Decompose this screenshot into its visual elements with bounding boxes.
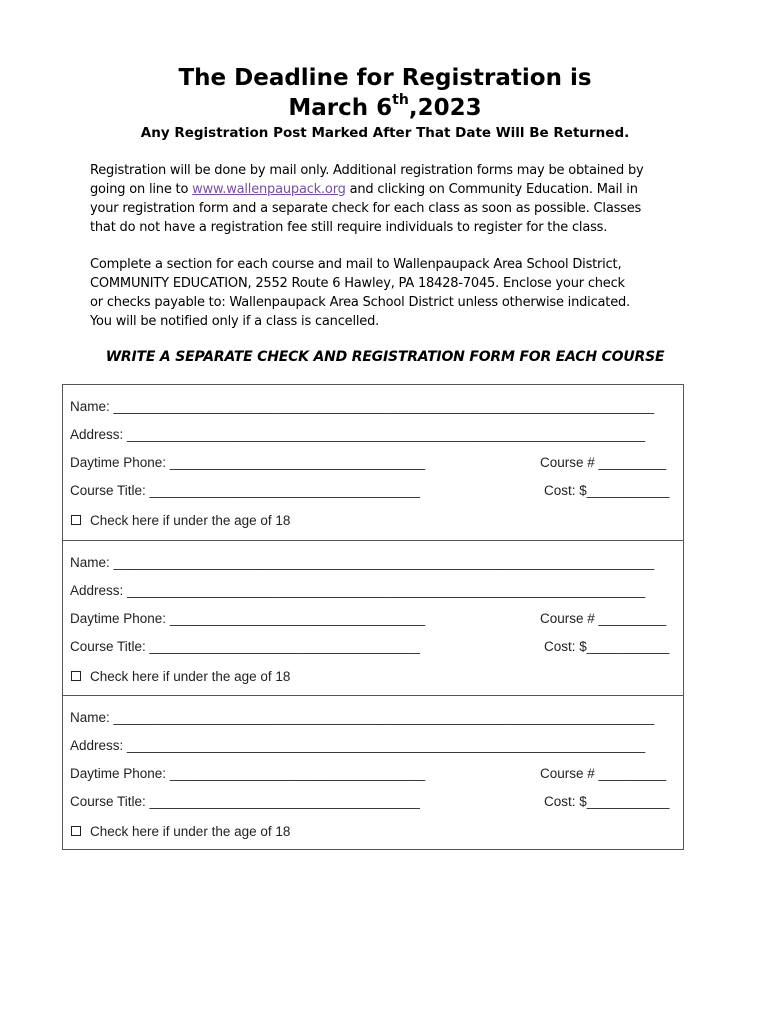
address-line: _____________________________________________________________________ bbox=[127, 738, 646, 753]
postmark-warning: Any Registration Post Marked After That Date Will Be Returned. bbox=[140, 125, 630, 141]
under-18-checkbox[interactable] bbox=[71, 671, 81, 681]
cost-field[interactable] bbox=[544, 793, 669, 811]
course-number-line: _________ bbox=[598, 611, 667, 626]
under-18-checkbox[interactable] bbox=[71, 515, 81, 525]
course-title-field[interactable] bbox=[70, 482, 420, 500]
daytime-phone-label: Daytime Phone: bbox=[70, 766, 170, 781]
course-number-line: _________ bbox=[598, 766, 667, 781]
course-number-label: Course # bbox=[540, 455, 599, 470]
instructions-line-4: that do not have a registration fee still require individuals to register for the class. bbox=[90, 220, 608, 235]
address-label: Address: bbox=[70, 738, 128, 753]
course-title-field[interactable] bbox=[70, 638, 420, 656]
deadline-title: The Deadline for Registration is bbox=[178, 65, 592, 91]
mailing-line-2: COMMUNITY EDUCATION, 2552 Route 6 Hawley, PA 18428-7045. Enclose your check bbox=[90, 276, 625, 291]
course-title-label: Course Title: bbox=[70, 794, 150, 809]
name-line: ________________________________________________________________________ bbox=[113, 710, 655, 725]
instructions-line-2 bbox=[90, 180, 690, 199]
under-18-checkbox[interactable] bbox=[71, 826, 81, 836]
cost-label: Cost: $ bbox=[544, 639, 587, 654]
mailing-paragraph bbox=[90, 255, 690, 331]
registration-form bbox=[62, 384, 684, 850]
deadline-date-main: March 6 bbox=[288, 95, 393, 121]
address-label: Address: bbox=[70, 427, 128, 442]
under-18-label: Check here if under the age of 18 bbox=[90, 669, 291, 684]
daytime-phone-field[interactable] bbox=[70, 454, 425, 472]
cost-field[interactable] bbox=[544, 482, 669, 500]
course-number-label: Course # bbox=[540, 766, 599, 781]
name-line: ________________________________________________________________________ bbox=[113, 399, 655, 414]
cost-line: ___________ bbox=[586, 794, 670, 809]
cost-label: Cost: $ bbox=[544, 794, 587, 809]
cost-label: Cost: $ bbox=[544, 483, 587, 498]
daytime-phone-line: __________________________________ bbox=[169, 766, 426, 781]
mailing-line-4: You will be notified only if a class is cancelled. bbox=[90, 314, 380, 329]
deadline-date bbox=[0, 93, 770, 123]
instructions-line-2-start: going on line to bbox=[90, 182, 193, 197]
deadline-date-year: ,2023 bbox=[408, 95, 482, 121]
course-title-label: Course Title: bbox=[70, 639, 150, 654]
address-field[interactable] bbox=[70, 426, 645, 444]
cost-line: ___________ bbox=[586, 639, 670, 654]
course-title-line: ____________________________________ bbox=[149, 794, 420, 809]
deadline-date-ordinal: th bbox=[392, 92, 409, 109]
daytime-phone-field[interactable] bbox=[70, 610, 425, 628]
name-label: Name: bbox=[70, 555, 114, 570]
name-label: Name: bbox=[70, 710, 114, 725]
course-title-line: ____________________________________ bbox=[149, 639, 420, 654]
daytime-phone-label: Daytime Phone: bbox=[70, 611, 170, 626]
cost-line: ___________ bbox=[586, 483, 670, 498]
under-18-option[interactable] bbox=[70, 823, 290, 841]
daytime-phone-field[interactable] bbox=[70, 765, 425, 783]
mailing-line-3: or checks payable to: Wallenpaupack Area School District unless otherwise indicated. bbox=[90, 295, 630, 310]
name-field[interactable] bbox=[70, 398, 654, 416]
daytime-phone-line: __________________________________ bbox=[169, 611, 426, 626]
name-line: ________________________________________________________________________ bbox=[113, 555, 655, 570]
cost-field[interactable] bbox=[544, 638, 669, 656]
registration-section bbox=[63, 540, 683, 695]
name-field[interactable] bbox=[70, 554, 654, 572]
address-label: Address: bbox=[70, 583, 128, 598]
course-title-label: Course Title: bbox=[70, 483, 150, 498]
address-field[interactable] bbox=[70, 582, 645, 600]
under-18-label: Check here if under the age of 18 bbox=[90, 824, 291, 839]
course-number-line: _________ bbox=[598, 455, 667, 470]
course-title-line: ____________________________________ bbox=[149, 483, 420, 498]
course-number-field[interactable] bbox=[540, 454, 666, 472]
instructions-paragraph bbox=[90, 161, 690, 237]
registration-section bbox=[63, 385, 683, 540]
daytime-phone-line: __________________________________ bbox=[169, 455, 426, 470]
instructions-line-3: your registration form and a separate check for each class as soon as possible. Classes bbox=[90, 201, 642, 216]
under-18-option[interactable] bbox=[70, 668, 290, 686]
course-number-field[interactable] bbox=[540, 765, 666, 783]
daytime-phone-label: Daytime Phone: bbox=[70, 455, 170, 470]
registration-section bbox=[63, 695, 683, 850]
instructions-line-1: Registration will be done by mail only. Additional registration forms may be obtained by bbox=[90, 163, 644, 178]
course-number-label: Course # bbox=[540, 611, 599, 626]
website-link[interactable]: www.wallenpaupack.org bbox=[192, 182, 346, 197]
name-field[interactable] bbox=[70, 709, 654, 727]
mailing-line-1: Complete a section for each course and mail to Wallenpaupack Area School District, bbox=[90, 257, 622, 272]
name-label: Name: bbox=[70, 399, 114, 414]
separate-check-notice: WRITE A SEPARATE CHECK AND REGISTRATION FORM FOR EACH COURSE bbox=[105, 349, 665, 365]
under-18-label: Check here if under the age of 18 bbox=[90, 513, 291, 528]
under-18-option[interactable] bbox=[70, 512, 290, 530]
instructions-line-2-end: and clicking on Community Education. Mail in bbox=[345, 182, 638, 197]
course-title-field[interactable] bbox=[70, 793, 420, 811]
address-line: _____________________________________________________________________ bbox=[127, 427, 646, 442]
address-line: _____________________________________________________________________ bbox=[127, 583, 646, 598]
course-number-field[interactable] bbox=[540, 610, 666, 628]
address-field[interactable] bbox=[70, 737, 645, 755]
